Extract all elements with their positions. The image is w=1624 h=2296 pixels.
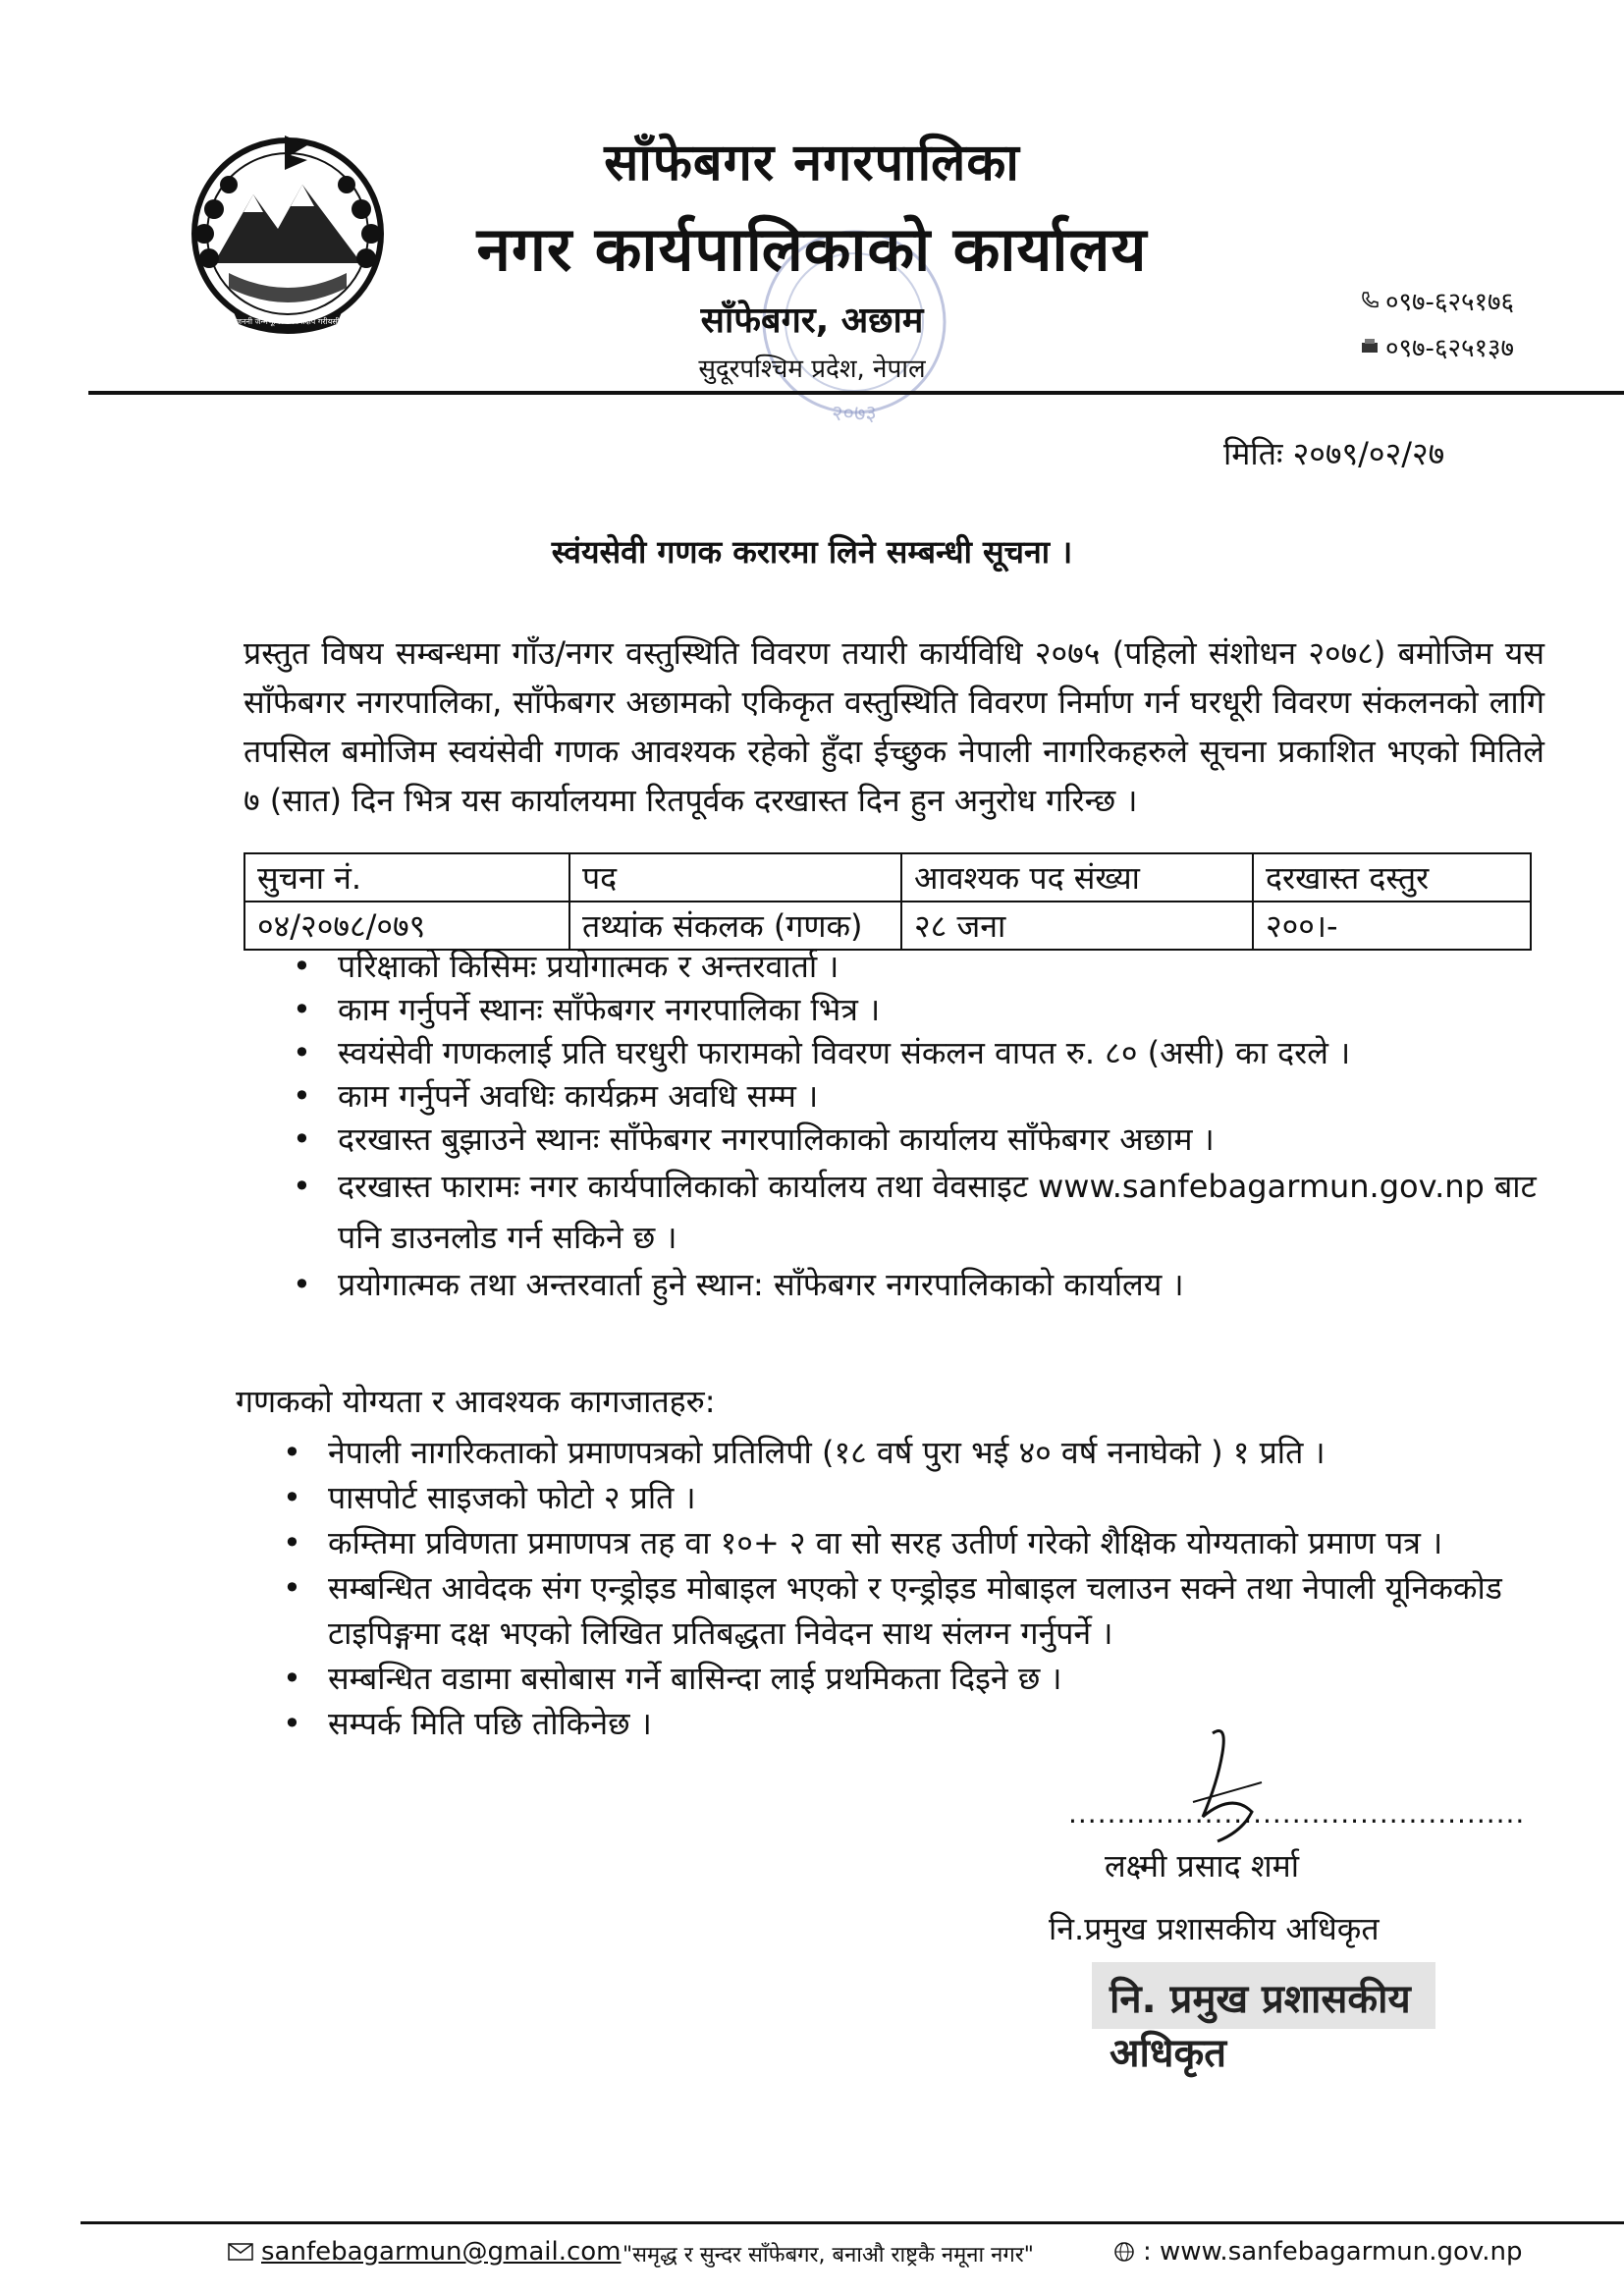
fax-icon bbox=[1360, 337, 1380, 356]
notice-date: मितिः २०७९/०२/२७ bbox=[1223, 435, 1445, 472]
list-item: • सम्पर्क मिति पछि तोकिनेछ । bbox=[283, 1701, 1544, 1746]
table-header-cell: सुचना नं. bbox=[244, 853, 569, 902]
signature-mark-icon bbox=[1173, 1723, 1281, 1851]
table-row bbox=[244, 902, 1531, 950]
office-location: साँफेबगर, अछाम bbox=[700, 301, 924, 341]
list-item: • काम गर्नुपर्ने स्थानः साँफेबगर नगरपालिका भित्र । bbox=[293, 988, 1544, 1031]
list-item: • सम्बन्धित वडामा बसोबास गर्ने बासिन्दा लाई प्रथमिकता दिइने छ । bbox=[283, 1656, 1544, 1701]
table-header-cell: आवश्यक पद संख्या bbox=[901, 853, 1253, 902]
list-item: • सम्बन्धित आवेदक संग एन्ड्रोइड मोबाइल भएको र एन्ड्रोइड मोबाइल चलाउन सक्ने तथा नेपाली यूनिककोड टाइपिङ्गमा दक्ष भएको लिखित प्रतिबद्धता निवेदन साथ संलग्न गर्नुपर्ने । bbox=[283, 1565, 1544, 1656]
list-item: • कम्तिमा प्रविणता प्रमाणपत्र तह वा १०+ २ वा सो सरह उतीर्ण गरेको शैक्षिक योग्यताको प्रमाण पत्र । bbox=[283, 1520, 1544, 1565]
notice-subject: स्वंयसेवी गणक करारमा लिने सम्बन्धी सूचना । bbox=[551, 533, 1073, 571]
phone-icon bbox=[1360, 291, 1380, 310]
seal-text: नि. प्रमुख प्रशासकीय अधिकृत bbox=[1110, 1977, 1411, 2076]
qualification-heading: गणकको योग्यता र आवश्यक कागजातहरु: bbox=[236, 1383, 716, 1420]
signature-line: ............................................... bbox=[1068, 1797, 1526, 1830]
footer-email[interactable] bbox=[228, 2237, 622, 2267]
footer-slogan: "समृद्ध र सुन्दर साँफेबगर, बनाऔ राष्ट्रकै नमूना नगर" bbox=[623, 2243, 1034, 2268]
website-url[interactable]: : www.sanfebagarmun.gov.np bbox=[1143, 2237, 1523, 2267]
signer-name: लक्ष्मी प्रसाद शर्मा bbox=[1105, 1847, 1300, 1885]
list-item: • नेपाली नागरिकताको प्रमाणपत्रको प्रतिलिपी (१८ वर्ष पुरा भई ४० वर्ष ननाघेको ) १ प्रति । bbox=[283, 1430, 1544, 1475]
table-header-cell: दरखास्त दस्तुर bbox=[1253, 853, 1531, 902]
table-cell-fee: २००।- bbox=[1253, 902, 1531, 950]
list-item: • पासपोर्ट साइजको फोटो २ प्रति । bbox=[283, 1475, 1544, 1520]
vacancy-table bbox=[244, 852, 1532, 951]
signer-title: नि.प्रमुख प्रशासकीय अधिकृत bbox=[1049, 1910, 1380, 1947]
list-item: • काम गर्नुपर्ने अवधिः कार्यक्रम अवधि सम्म । bbox=[293, 1074, 1544, 1118]
table-cell-post-count: २८ जना bbox=[901, 902, 1253, 950]
list-item: • स्वयंसेवी गणकलाई प्रति घरधुरी फारामको विवरण संकलन वापत रु. ८० (असी) का दरले । bbox=[293, 1031, 1544, 1074]
footer-website[interactable] bbox=[1113, 2237, 1522, 2267]
municipality-name: साँफेबगर नगरपालिका bbox=[604, 134, 1020, 192]
table-cell-post: तथ्यांक संकलक (गणक) bbox=[569, 902, 901, 950]
list-item: • दरखास्त बुझाउने स्थानः साँफेबगर नगरपालिकाको कार्यालय साँफेबगर अछाम । bbox=[293, 1118, 1544, 1161]
svg-text:२०७३: २०७३ bbox=[832, 402, 877, 426]
list-item: • दरखास्त फारामः नगर कार्यपालिकाको कार्यालय तथा वेवसाइट www.sanfebagarmun.gov.np बाट पनि डाउनलोड गर्न सकिने छ । bbox=[293, 1161, 1544, 1263]
footer-divider bbox=[81, 2221, 1624, 2224]
qualifications-list bbox=[283, 1430, 1544, 1746]
list-item: • परिक्षाको किसिमः प्रयोगात्मक र अन्तरवार्ता । bbox=[293, 945, 1544, 988]
globe-icon bbox=[1113, 2241, 1135, 2263]
table-header-row bbox=[244, 853, 1531, 902]
office-name: नगर कार्यपालिकाको कार्यालय bbox=[476, 213, 1148, 285]
header-divider bbox=[88, 391, 1624, 395]
province-name: सुदूरपश्चिम प्रदेश, नेपाल bbox=[698, 355, 926, 384]
svg-text:जननी जन्मभूमिश्च स्वर्गादपि गर: जननी जन्मभूमिश्च स्वर्गादपि गरीयसी bbox=[236, 317, 340, 326]
fax-number: ०९७-६२५१३७ bbox=[1385, 334, 1515, 363]
phone-contact bbox=[1360, 283, 1514, 318]
list-item: • प्रयोगात्मक तथा अन्तरवार्ता हुने स्थान: साँफेबगर नगरपालिकाको कार्यालय । bbox=[293, 1263, 1544, 1306]
official-seal bbox=[1092, 1962, 1435, 2076]
details-list bbox=[293, 945, 1544, 1306]
phone-number: ०९७-६२५१७६ bbox=[1385, 288, 1515, 317]
notice-paragraph: प्रस्तुत विषय सम्बन्धमा गाँउ/नगर वस्तुस्थिति विवरण तयारी कार्यविधि २०७५ (पहिलो संशोधन २०७८) बमोजिम यस साँफेबगर नगरपालिका, साँफेबगर अछामको एकिकृत वस्तुस्थिति विवरण निर्माण गर्न घरधूरी विवरण संकलनको लागि तपसिल बमोजिम स्वयंसेवी गणक आवश्यक रहेको हुँदा ईच्छुक नेपाली नागरिकहरुले सूचना प्रकाशित भएको मितिले ७ (सात) दिन भित्र यस कार्यालयमा रितपूर्वक दरखास्त दिन हुन अनुरोध गरिन्छ । bbox=[244, 634, 1544, 819]
fax-contact bbox=[1360, 329, 1514, 364]
table-header-cell: पद bbox=[569, 853, 901, 902]
email-address[interactable]: sanfebagarmun@gmail.com bbox=[261, 2237, 622, 2267]
email-icon bbox=[228, 2242, 253, 2262]
table-cell-notice-number: ०४/२०७८/०७९ bbox=[244, 902, 569, 950]
